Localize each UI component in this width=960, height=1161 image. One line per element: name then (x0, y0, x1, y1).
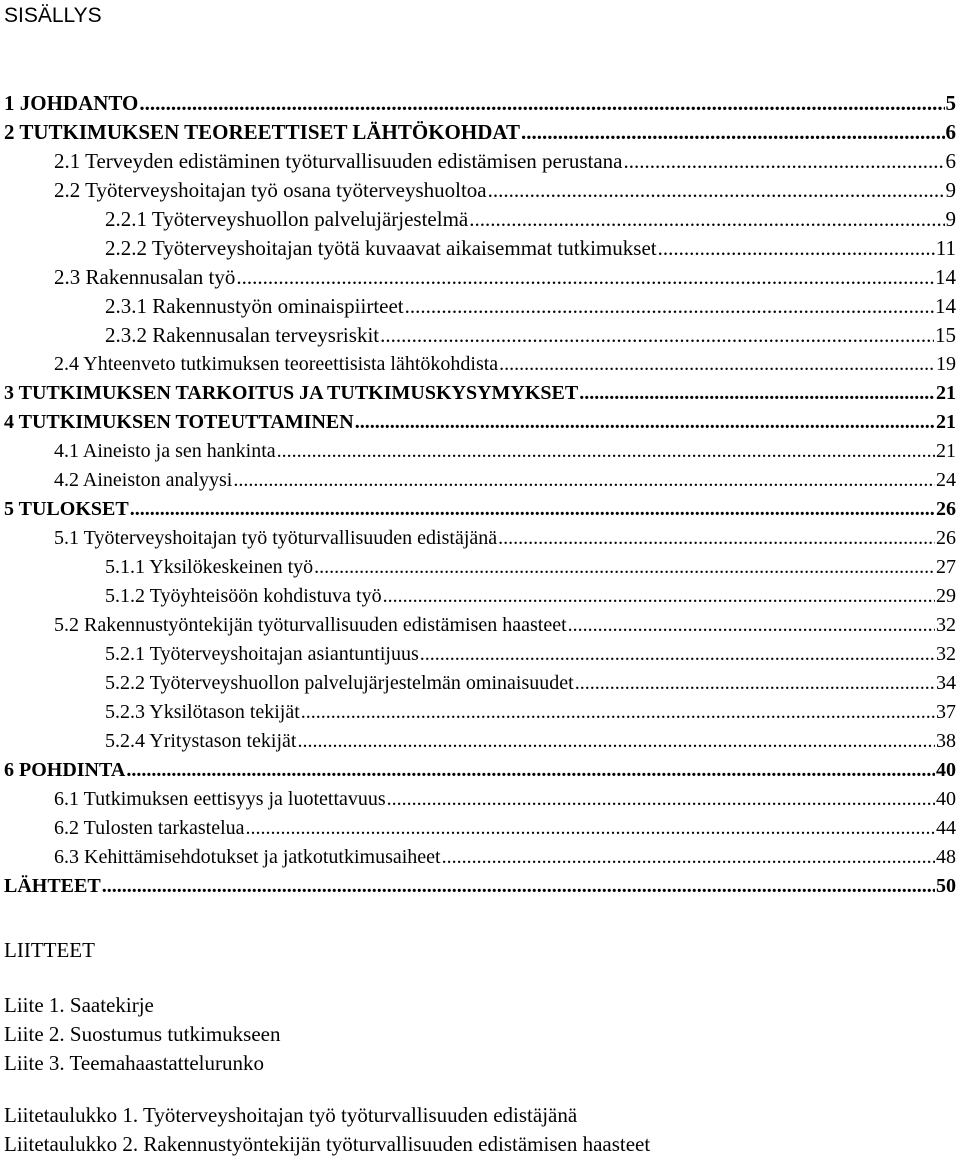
toc-entry-title: 4.1 Aineisto ja sen hankinta (54, 440, 276, 462)
toc-entry (0, 231, 960, 260)
toc-entry (0, 695, 960, 724)
toc-entry (0, 492, 960, 521)
toc-dot-leader (383, 584, 935, 608)
toc-entry-title: 5.2.4 Yritystason tekijät (105, 730, 297, 752)
toc-dot-leader (297, 729, 935, 753)
toc-dot-leader (139, 91, 944, 115)
toc-entry-title: 2.1 Terveyden edistäminen työturvallisuuden edistämisen perustana (54, 149, 623, 173)
toc-dot-leader (568, 613, 935, 637)
toc-entry (0, 811, 960, 840)
toc-dot-leader (355, 410, 935, 434)
toc-entry-page: 14 (935, 265, 956, 289)
toc-entry-title: 6 POHDINTA (4, 759, 126, 781)
toc-entry-page: 21 (936, 440, 956, 462)
toc-entry (0, 347, 960, 376)
toc-heading: SISÄLLYS (4, 4, 102, 27)
toc-entry (0, 753, 960, 782)
appendices-list (4, 993, 281, 1080)
toc-entry (0, 782, 960, 811)
toc-dot-leader (498, 526, 935, 550)
toc-entry (0, 434, 960, 463)
toc-entry-page: 9 (945, 207, 956, 231)
toc-entry-title: 5.2.1 Työterveyshoitajan asiantuntijuus (105, 643, 419, 665)
toc-entry (0, 666, 960, 695)
toc-entry-title: 2.3.1 Rakennustyön ominaispiirteet (105, 294, 404, 318)
toc-entry-title: 2 TUTKIMUKSEN TEOREETTISET LÄHTÖKOHDAT (4, 120, 521, 144)
toc-entry-page: 11 (935, 236, 956, 260)
toc-entry-page: 32 (936, 643, 956, 665)
toc-entry-title: 5.1.1 Yksilökeskeinen työ (105, 556, 314, 578)
toc-entry-title: LÄHTEET (4, 875, 101, 897)
toc-entry (0, 405, 960, 434)
toc-entry-title: 5.2 Rakennustyöntekijän työturvallisuuden edistämisen haasteet (54, 614, 567, 636)
toc-entry (0, 144, 960, 173)
toc-entry-title: 2.3 Rakennusalan työ (54, 265, 236, 289)
toc-entry-title: 2.2.2 Työterveyshoitajan työtä kuvaavat aikaisemmat tutkimukset (105, 236, 657, 260)
toc-entry-title: 4 TUTKIMUKSEN TOTEUTTAMINEN (4, 411, 354, 433)
toc-entry-page: 40 (936, 759, 956, 781)
toc-dot-leader (488, 178, 945, 202)
toc-entry-title: 2.4 Yhteenveto tutkimuksen teoreettisista lähtökohdista (54, 353, 499, 375)
toc-entry-page: 6 (945, 120, 956, 144)
toc-entry-page: 15 (935, 323, 956, 347)
toc-entry-page: 24 (936, 469, 956, 491)
toc-entry-page: 21 (936, 382, 956, 404)
toc-entry-title: 3 TUTKIMUKSEN TARKOITUS JA TUTKIMUSKYSYMYKSET (4, 382, 579, 404)
toc-entry-page: 14 (935, 294, 956, 318)
toc-dot-leader (420, 642, 935, 666)
toc-entry-title: 5.2.3 Yksilötason tekijät (105, 701, 300, 723)
appendix-table-item: Liitetaulukko 1. Työterveyshoitajan työ työturvallisuuden edistäjänä (4, 1103, 578, 1127)
toc-entry-title: 6.3 Kehittämisehdotukset ja jatkotutkimusaiheet (54, 846, 441, 868)
toc-entry (0, 173, 960, 202)
toc-entry-page: 9 (945, 178, 956, 202)
toc-dot-leader (246, 816, 935, 840)
toc-entry (0, 463, 960, 492)
toc-dot-leader (126, 758, 935, 782)
toc-dot-leader (624, 149, 945, 173)
toc-dot-leader (658, 236, 935, 260)
toc-dot-leader (405, 294, 934, 318)
toc-entry (0, 376, 960, 405)
toc-entry-page: 48 (936, 846, 956, 868)
toc-dot-leader (102, 874, 935, 898)
toc-entry (0, 289, 960, 318)
toc-dot-leader (380, 323, 934, 347)
toc-entry-title: 2.3.2 Rakennusalan terveysriskit (105, 323, 380, 347)
toc-dot-leader (233, 468, 935, 492)
toc-entry (0, 521, 960, 550)
toc-entry-title: 5 TULOKSET (4, 498, 129, 520)
toc-entry (0, 724, 960, 753)
toc-dot-leader (469, 207, 944, 231)
toc-dot-leader (575, 671, 935, 695)
toc-entry-title: 2.2.1 Työterveyshuollon palvelujärjestelmä (105, 207, 469, 231)
toc-entry (0, 86, 960, 115)
toc-entry-page: 32 (936, 614, 956, 636)
toc-entry-page: 44 (936, 817, 956, 839)
toc-entry-page: 26 (936, 498, 956, 520)
toc-entry-page: 6 (945, 149, 956, 173)
toc-dot-leader (277, 439, 935, 463)
toc-entry-page: 37 (936, 701, 956, 723)
toc-entry-page: 40 (936, 788, 956, 810)
toc-entry-page: 34 (936, 672, 956, 694)
toc-entry (0, 608, 960, 637)
toc-entry-page: 29 (936, 585, 956, 607)
toc-dot-leader (499, 352, 935, 376)
toc-dot-leader (130, 497, 935, 521)
toc-entry-title: 6.2 Tulosten tarkastelua (54, 817, 245, 839)
toc-dot-leader (301, 700, 935, 724)
toc-entry-title: 5.2.2 Työterveyshuollon palvelujärjestelmän ominaisuudet (105, 672, 574, 694)
toc-entry (0, 550, 960, 579)
toc-entry-title: 5.1.2 Työyhteisöön kohdistuva työ (105, 585, 382, 607)
toc-entry-page: 38 (936, 730, 956, 752)
toc-entry (0, 637, 960, 666)
appendix-table-item: Liitetaulukko 2. Rakennustyöntekijän työturvallisuuden edistämisen haasteet (4, 1132, 651, 1156)
toc-entry-page: 50 (936, 875, 956, 897)
toc-dot-leader (314, 555, 935, 579)
toc-entry-page: 27 (936, 556, 956, 578)
toc-entry-page: 5 (945, 91, 956, 115)
toc-dot-leader (236, 265, 934, 289)
toc-entry-title: 1 JOHDANTO (4, 91, 139, 115)
toc-entry-page: 21 (936, 411, 956, 433)
toc-entry (0, 318, 960, 347)
appendix-item: Liite 2. Suostumus tutkimukseen (4, 1022, 281, 1046)
toc-entry-title: 6.1 Tutkimuksen eettisyys ja luotettavuus (54, 788, 386, 810)
toc-entry (0, 260, 960, 289)
toc-entry-title: 5.1 Työterveyshoitajan työ työturvallisuuden edistäjänä (54, 527, 498, 549)
toc-entry-title: 4.2 Aineiston analyysi (54, 469, 233, 491)
toc-entry-page: 19 (936, 353, 956, 375)
table-of-contents (0, 86, 960, 898)
toc-dot-leader (579, 381, 935, 405)
toc-entry (0, 869, 960, 898)
toc-entry (0, 115, 960, 144)
toc-dot-leader (387, 787, 935, 811)
toc-entry-page: 26 (936, 527, 956, 549)
toc-dot-leader (442, 845, 935, 869)
toc-entry-title: 2.2 Työterveyshoitajan työ osana työterveyshuoltoa (54, 178, 487, 202)
appendix-item: Liite 1. Saatekirje (4, 993, 154, 1017)
appendices-title: LIITTEET (4, 938, 95, 962)
appendix-tables-list (4, 1103, 650, 1161)
appendix-item: Liite 3. Teemahaastattelurunko (4, 1051, 264, 1075)
toc-entry (0, 202, 960, 231)
toc-entry (0, 579, 960, 608)
toc-entry (0, 840, 960, 869)
toc-dot-leader (521, 120, 944, 144)
